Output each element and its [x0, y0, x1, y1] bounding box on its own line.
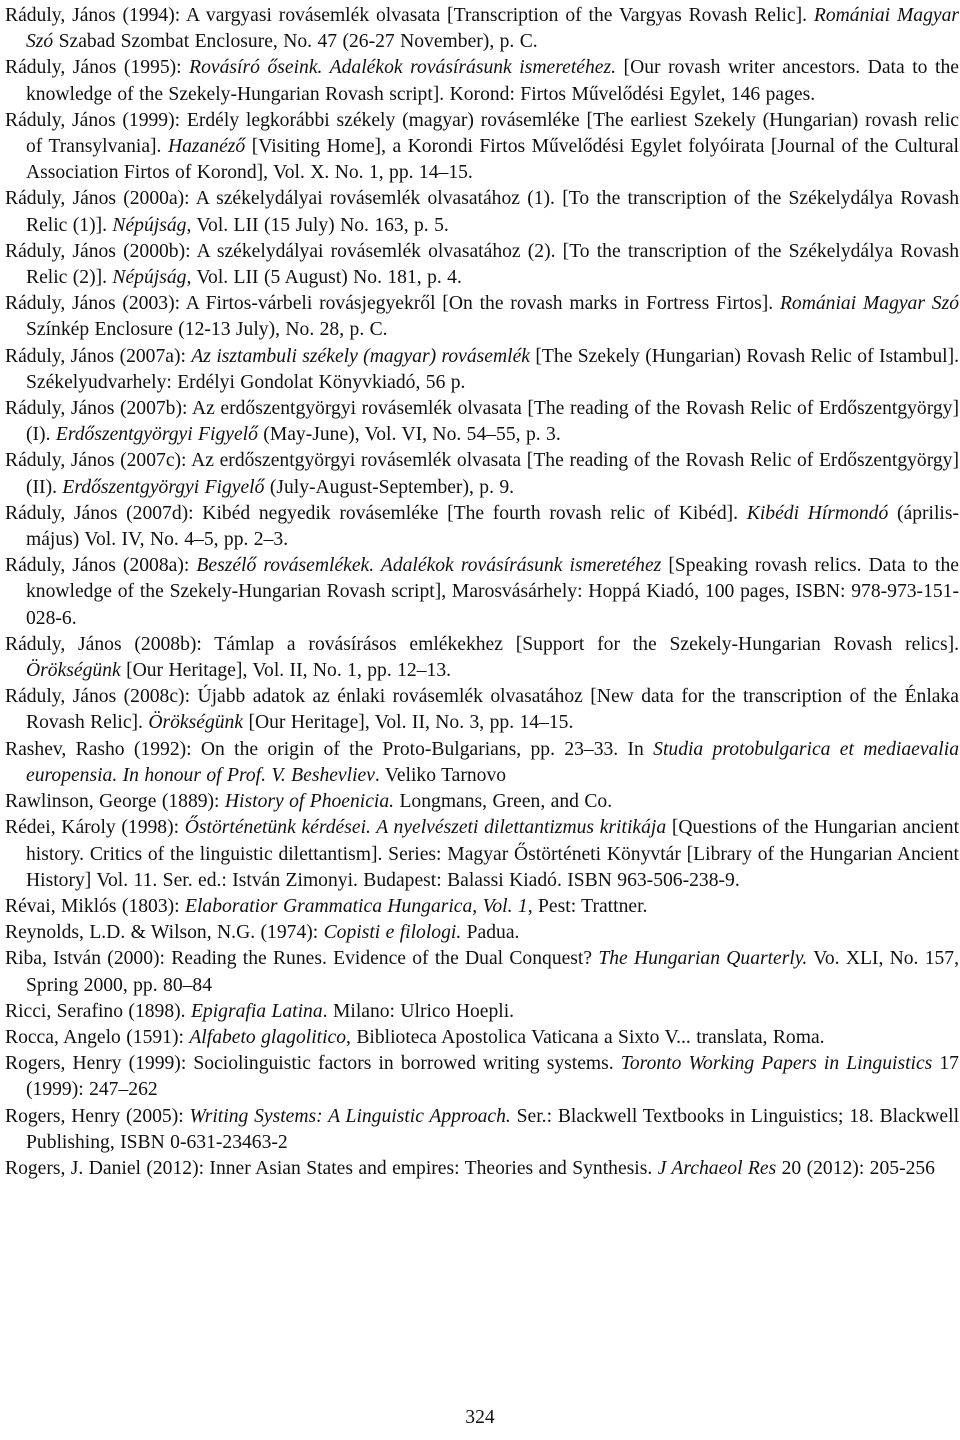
- bibliography-entry: [5, 920, 959, 946]
- entry-text-segment: Ráduly, János (1999): Erdély legkorábbi székely (magyar) rovásemléke [The earliest Szekely (Hungarian) rovash relic of Transylvania].: [5, 109, 959, 158]
- entry-text-segment: Ráduly, János (2000b): A székelydályai rovásemlék olvasatához (2). [To the transcription of the Székelydálya Rovash Relic (2)].: [5, 240, 959, 289]
- entry-text-segment: Ráduly, János (2008b): Támlap a rovásírásos emlékekhez [Support for the Szekely-Hungarian Rovash relics].: [5, 633, 959, 655]
- bibliography-entry: [5, 239, 959, 291]
- italic-title-segment: The Hungarian Quarterly.: [598, 948, 808, 970]
- italic-title-segment: Writing Systems: A Linguistic Approach.: [189, 1105, 511, 1127]
- entry-text-segment: [Our Heritage], Vol. II, No. 1, pp. 12–13.: [120, 660, 452, 682]
- entry-text-segment: . Veliko Tarnovo: [374, 764, 507, 786]
- entry-text-segment: Ráduly, János (2007b): Az erdőszentgyörgyi rovásemlék olvasata [The reading of the Rovash Relic of Erdőszentgyörgy] (I).: [5, 398, 959, 446]
- entry-text-segment: (May-June), Vol. VI, No. 54–55, p. 3.: [257, 424, 561, 446]
- italic-title-segment: Kibédi Hírmondó: [746, 502, 889, 524]
- italic-title-segment: History of Phoenicia.: [224, 791, 395, 813]
- bibliography-entry: [5, 448, 959, 500]
- italic-title-segment: Erdőszentgyörgyi Figyelő: [55, 424, 258, 446]
- italic-title-segment: Őstörténetünk kérdései. A nyelvészeti dilettantizmus kritikája: [184, 817, 667, 839]
- entry-text-segment: Ráduly, János (2007a):: [5, 345, 192, 367]
- bibliography-entry: [5, 815, 959, 894]
- page-number: 324: [465, 1407, 495, 1428]
- bibliography-entry: [5, 737, 959, 789]
- entry-text-segment: Rogers, Henry (1999): Sociolinguistic factors in borrowed writing systems.: [5, 1053, 621, 1075]
- italic-title-segment: Epigrafia Latina: [190, 1000, 323, 1022]
- bibliography-entry: [5, 55, 959, 107]
- entry-text-segment: [Visiting Home], a Korondi Firtos Művelődési Egylet folyóirata [Journal of the Cultural Association Firtos of Korond], Vol. X. No. 1, pp. 14–15.: [26, 136, 959, 184]
- italic-title-segment: Studia protobulgarica et mediaevalia europensia. In honour of Prof. V. Beshevliev: [26, 738, 959, 786]
- italic-title-segment: Copisti e filologi.: [323, 922, 462, 944]
- italic-title-segment: Elaboratior Grammatica Hungarica, Vol. 1: [185, 895, 528, 917]
- bibliography-entry: [5, 108, 959, 187]
- entry-text-segment: [Speaking rovash relics. Data to the knowledge of the Szekely-Hungarian Rovash script], Marosvásárhely: Hoppá Kiadó, 100 pages, ISBN: 978-973-151-028-6.: [26, 555, 959, 629]
- entry-text-segment: Rédei, Károly (1998):: [5, 817, 185, 839]
- italic-title-segment: Romániai Magyar Szó: [779, 293, 959, 315]
- entry-text-segment: [Our rovash writer ancestors. Data to the knowledge of the Szekely-Hungarian Rovash script]. Korond: Firtos Művelődési Egylet, 146 pages.: [26, 57, 959, 105]
- entry-text-segment: Ráduly, János (2003): A Firtos-várbeli rovásjegyekről [On the rovash marks in Fortress Firtos].: [5, 293, 780, 315]
- italic-title-segment: Toronto Working Papers in Linguistics: [620, 1053, 933, 1075]
- italic-title-segment: Népújság: [112, 214, 187, 236]
- entry-text-segment: Reynolds, L.D. & Wilson, N.G. (1974):: [5, 922, 324, 944]
- italic-title-segment: Népújság: [112, 267, 187, 289]
- entry-text-segment: (July-August-September), p. 9.: [264, 476, 515, 498]
- italic-title-segment: J Archaeol Res: [657, 1157, 777, 1179]
- entry-text-segment: Rawlinson, George (1889):: [5, 791, 225, 813]
- bibliography-entry: [5, 1025, 959, 1051]
- entry-text-segment: Vo. XLI, No. 157, Spring 2000, pp. 80–84: [26, 948, 959, 996]
- entry-text-segment: , Vol. LII (5 August) No. 181, p. 4.: [186, 267, 462, 289]
- bibliography-entry: [5, 1156, 959, 1182]
- bibliography-entry: [5, 1051, 959, 1103]
- entry-text-segment: Révai, Miklós (1803):: [5, 895, 186, 917]
- italic-title-segment: Örökségünk: [148, 712, 244, 734]
- entry-text-segment: Rashev, Rasho (1992): On the origin of the Proto-Bulgarians, pp. 23–33. In: [5, 738, 654, 760]
- bibliography-entry: [5, 291, 959, 343]
- entry-text-segment: Ser.: Blackwell Textbooks in Linguistics; 18. Blackwell Publishing, ISBN 0-631-23463-2: [26, 1105, 960, 1153]
- entry-text-segment: Ráduly, János (2007d): Kibéd negyedik rovásemléke [The fourth rovash relic of Kibéd].: [5, 502, 747, 524]
- bibliography-entry: [5, 999, 959, 1025]
- entry-text-segment: 17 (1999): 247–262: [26, 1053, 959, 1101]
- entry-text-segment: (április-május) Vol. IV, No. 4–5, pp. 2–3.: [26, 502, 959, 551]
- italic-title-segment: Rovásíró őseink. Adalékok rovásírásunk ismeretéhez.: [189, 57, 616, 79]
- entry-text-segment: , Vol. LII (15 July) No. 163, p. 5.: [186, 214, 449, 236]
- entry-text-segment: Ráduly, János (1995):: [5, 57, 190, 79]
- bibliography-entry: [5, 396, 959, 448]
- entry-text-segment: Longmans, Green, and Co.: [394, 791, 613, 813]
- bibliography-entry: [5, 501, 959, 553]
- entry-text-segment: [Our Heritage], Vol. II, No. 3, pp. 14–15.: [243, 712, 574, 734]
- entry-text-segment: Ricci, Serafino (1898).: [5, 1000, 191, 1022]
- entry-text-segment: Riba, István (2000): Reading the Runes. Evidence of the Dual Conquest?: [5, 948, 599, 970]
- bibliography-entry: [5, 946, 959, 998]
- bibliography-entry: [5, 789, 959, 815]
- bibliography-entry: [5, 344, 959, 396]
- entry-text-segment: Rogers, Henry (2005):: [5, 1105, 190, 1127]
- entry-text-segment: [The Szekely (Hungarian) Rovash Relic of Istambul]. Székelyudvarhely: Erdélyi Gondolat Könyvkiadó, 56 p.: [26, 345, 959, 393]
- entry-text-segment: . Milano: Ulrico Hoepli.: [322, 1000, 515, 1022]
- entry-text-segment: Színkép Enclosure (12-13 July), No. 28, p. C.: [26, 319, 388, 341]
- bibliography-entry: [5, 684, 959, 736]
- bibliography-list: [5, 3, 959, 1182]
- entry-text-segment: 20 (2012): 205-256: [776, 1157, 935, 1179]
- italic-title-segment: Hazanéző: [167, 136, 246, 158]
- entry-text-segment: Rogers, J. Daniel (2012): Inner Asian States and empires: Theories and Synthesis.: [5, 1157, 658, 1179]
- italic-title-segment: Örökségünk: [26, 660, 121, 682]
- entry-text-segment: [Questions of the Hungarian ancient history. Critics of the linguistic dilettantism]. Series: Magyar Őstörténeti Könyvtár [Library of the Hungarian Ancient History] Vol. 11. Ser. ed.: István Zimonyi. Budapest: Balassi Kiadó. ISBN 963-506-238-9.: [26, 817, 960, 891]
- bibliography-entry: [5, 3, 959, 55]
- italic-title-segment: Az isztambuli székely (magyar) rovásemlék: [191, 345, 530, 367]
- entry-text-segment: Rocca, Angelo (1591):: [5, 1026, 190, 1048]
- entry-text-segment: , Biblioteca Apostolica Vaticana a Sixto V... translata, Roma.: [346, 1026, 825, 1048]
- bibliography-entry: [5, 553, 959, 632]
- entry-text-segment: Ráduly, János (2008a):: [5, 555, 197, 577]
- italic-title-segment: Romániai Magyar Szó: [26, 5, 959, 53]
- entry-text-segment: Szabad Szombat Enclosure, No. 47 (26-27 November), p. C.: [53, 31, 538, 53]
- bibliography-entry: [5, 632, 959, 684]
- entry-text-segment: Ráduly, János (1994): A vargyasi rovásemlék olvasata [Transcription of the Vargyas Rovash Relic].: [5, 5, 814, 26]
- bibliography-entry: [5, 1104, 959, 1156]
- entry-text-segment: Padua.: [461, 922, 520, 944]
- entry-text-segment: , Pest: Trattner.: [527, 895, 648, 917]
- italic-title-segment: Beszélő rovásemlékek. Adalékok rovásírásunk ismeretéhez: [196, 555, 662, 577]
- bibliography-entry: [5, 894, 959, 920]
- entry-text-segment: Ráduly, János (2008c): Újabb adatok az énlaki rovásemlék olvasatához [New data for the transcription of the Énlaka Rovash Relic].: [5, 686, 959, 734]
- entry-text-segment: Ráduly, János (2000a): A székelydályai rovásemlék olvasatához (1). [To the transcription of the Székelydálya Rovash Relic (1)].: [5, 188, 959, 236]
- italic-title-segment: Alfabeto glagolitico: [189, 1026, 347, 1048]
- bibliography-entry: [5, 186, 959, 238]
- entry-text-segment: Ráduly, János (2007c): Az erdőszentgyörgyi rovásemlék olvasata [The reading of the Rovash Relic of Erdőszentgyörgy] (II).: [5, 450, 959, 498]
- italic-title-segment: Erdőszentgyörgyi Figyelő: [62, 476, 265, 498]
